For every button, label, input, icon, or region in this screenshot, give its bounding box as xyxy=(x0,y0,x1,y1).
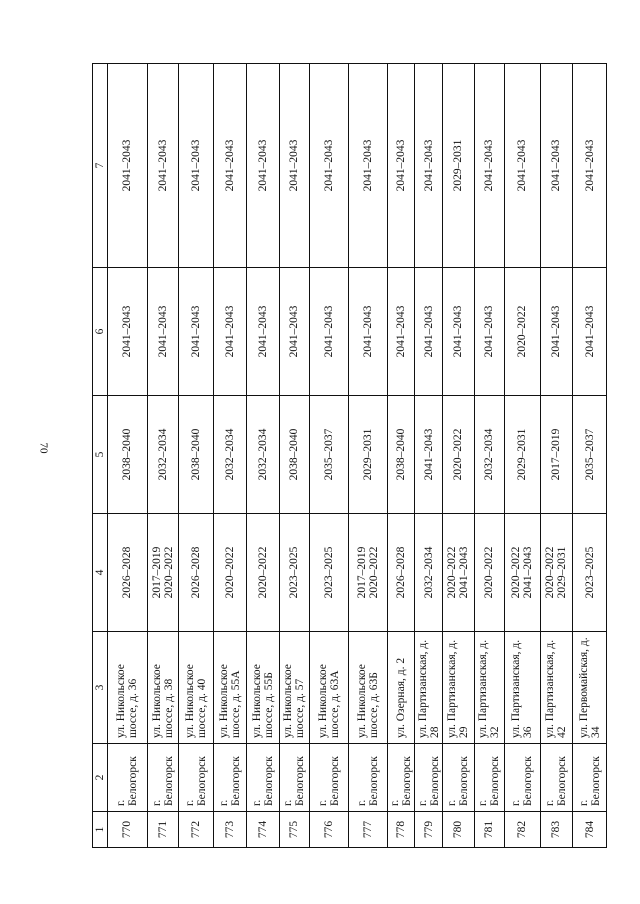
row-number-cell: 773 xyxy=(213,812,247,848)
period-5-cell: 2038–2040 xyxy=(179,396,214,514)
header-cell: 2 xyxy=(93,744,108,812)
address-cell: ул. Партизанская, д. 42 xyxy=(540,632,573,744)
table-row xyxy=(349,64,388,848)
table-row xyxy=(108,64,148,848)
period-6-cell: 2041–2043 xyxy=(442,268,474,396)
period-5-cell: 2035–2037 xyxy=(309,396,349,514)
period-4-line: 2026–2028 xyxy=(190,546,203,599)
period-5-cell: 2032–2034 xyxy=(474,396,505,514)
city-cell: г. Белогорск xyxy=(280,744,310,812)
period-5-cell: 2038–2040 xyxy=(108,396,148,514)
period-4-cell xyxy=(247,514,280,632)
period-6-cell: 2020–2022 xyxy=(505,268,541,396)
period-6-cell: 2041–2043 xyxy=(349,268,388,396)
table-row xyxy=(540,64,573,848)
row-number-cell: 772 xyxy=(179,812,214,848)
address-cell: ул. Озерная, д. 2 xyxy=(387,632,414,744)
header-cell: 4 xyxy=(93,514,108,632)
page-number: 70 xyxy=(37,442,50,454)
period-7-cell: 2041–2043 xyxy=(387,64,414,268)
period-4-line: 2023–2025 xyxy=(288,546,301,599)
city-cell: г. Белогорск xyxy=(147,744,179,812)
table-row xyxy=(505,64,541,848)
address-cell: ул. Партизанская, д. 28 xyxy=(415,632,442,744)
period-4-line: 2026–2028 xyxy=(395,546,408,599)
period-4-cell xyxy=(387,514,414,632)
period-5-cell: 2038–2040 xyxy=(387,396,414,514)
period-6-cell: 2041–2043 xyxy=(573,268,607,396)
period-7-cell: 2041–2043 xyxy=(349,64,388,268)
address-cell: ул. Никольское шоссе, д. 57 xyxy=(280,632,310,744)
period-4-line: 2020–2022 xyxy=(257,546,270,599)
period-4-line: 2020–2022 xyxy=(483,546,496,599)
row-number-cell: 771 xyxy=(147,812,179,848)
city-cell: г. Белогорск xyxy=(474,744,505,812)
header-cell: 3 xyxy=(93,632,108,744)
period-4-cell xyxy=(349,514,388,632)
period-6-cell: 2041–2043 xyxy=(387,268,414,396)
period-7-cell: 2041–2043 xyxy=(147,64,179,268)
row-number-cell: 774 xyxy=(247,812,280,848)
period-4-line: 2017–2019 xyxy=(150,546,163,599)
period-5-cell: 2017–2019 xyxy=(540,396,573,514)
period-4-cell xyxy=(415,514,442,632)
city-cell: г. Белогорск xyxy=(247,744,280,812)
address-cell: ул. Никольское шоссе, д. 55А xyxy=(213,632,247,744)
period-4-cell xyxy=(280,514,310,632)
header-cell: 7 xyxy=(93,64,108,268)
period-4-line: 2020–2022 xyxy=(510,546,523,599)
period-7-cell: 2029–2031 xyxy=(442,64,474,268)
period-4-line: 2017–2019 xyxy=(356,546,369,599)
period-7-cell: 2041–2043 xyxy=(280,64,310,268)
period-5-cell: 2032–2034 xyxy=(213,396,247,514)
period-7-cell: 2041–2043 xyxy=(415,64,442,268)
period-4-line: 2032–2034 xyxy=(422,546,435,599)
table-row xyxy=(147,64,179,848)
period-4-line: 2020–2022 xyxy=(368,546,381,599)
rotated-table-container xyxy=(92,64,607,848)
header-cell: 1 xyxy=(93,812,108,848)
period-5-cell: 2032–2034 xyxy=(147,396,179,514)
row-number-cell: 770 xyxy=(108,812,148,848)
address-cell: ул. Никольское шоссе, д. 38 xyxy=(147,632,179,744)
table-row xyxy=(387,64,414,848)
table-row xyxy=(573,64,607,848)
address-cell: ул. Партизанская, д. 32 xyxy=(474,632,505,744)
period-6-cell: 2041–2043 xyxy=(415,268,442,396)
period-4-line: 2026–2028 xyxy=(121,546,134,599)
period-6-cell: 2041–2043 xyxy=(147,268,179,396)
period-6-cell: 2041–2043 xyxy=(213,268,247,396)
address-cell: ул. Никольское шоссе, д. 36 xyxy=(108,632,148,744)
table-row xyxy=(474,64,505,848)
period-6-cell: 2041–2043 xyxy=(108,268,148,396)
period-4-cell xyxy=(213,514,247,632)
city-cell: г. Белогорск xyxy=(415,744,442,812)
city-cell: г. Белогорск xyxy=(540,744,573,812)
period-4-line: 2023–2025 xyxy=(322,546,335,599)
period-4-line: 2020–2022 xyxy=(224,546,237,599)
city-cell: г. Белогорск xyxy=(349,744,388,812)
table-row xyxy=(415,64,442,848)
row-number-cell: 782 xyxy=(505,812,541,848)
period-7-cell: 2041–2043 xyxy=(573,64,607,268)
header-cell: 5 xyxy=(93,396,108,514)
address-cell: ул. Никольское шоссе, д. 40 xyxy=(179,632,214,744)
period-5-cell: 2020–2022 xyxy=(442,396,474,514)
row-number-cell: 781 xyxy=(474,812,505,848)
period-7-cell: 2041–2043 xyxy=(540,64,573,268)
schedule-table xyxy=(92,63,607,848)
row-number-cell: 784 xyxy=(573,812,607,848)
city-cell: г. Белогорск xyxy=(573,744,607,812)
row-number-cell: 779 xyxy=(415,812,442,848)
header-cell: 6 xyxy=(93,268,108,396)
period-5-cell: 2041–2043 xyxy=(415,396,442,514)
address-cell: ул. Никольское шоссе, д. 63А xyxy=(309,632,349,744)
period-5-cell: 2032–2034 xyxy=(247,396,280,514)
period-4-cell xyxy=(108,514,148,632)
period-6-cell: 2041–2043 xyxy=(540,268,573,396)
table-row xyxy=(309,64,349,848)
period-4-cell xyxy=(474,514,505,632)
address-cell: ул. Первомайская, д. 34 xyxy=(573,632,607,744)
period-7-cell: 2041–2043 xyxy=(309,64,349,268)
period-6-cell: 2041–2043 xyxy=(309,268,349,396)
period-4-cell xyxy=(540,514,573,632)
period-7-cell: 2041–2043 xyxy=(179,64,214,268)
period-6-cell: 2041–2043 xyxy=(247,268,280,396)
period-5-cell: 2029–2031 xyxy=(505,396,541,514)
period-7-cell: 2041–2043 xyxy=(247,64,280,268)
city-cell: г. Белогорск xyxy=(442,744,474,812)
city-cell: г. Белогорск xyxy=(213,744,247,812)
period-4-line: 2041–2043 xyxy=(458,546,471,599)
address-cell: ул. Никольское шоссе, д. 55Б xyxy=(247,632,280,744)
table-row xyxy=(213,64,247,848)
table-row xyxy=(247,64,280,848)
address-cell: ул. Никольское шоссе, д. 63Б xyxy=(349,632,388,744)
header-row xyxy=(93,64,108,848)
row-number-cell: 777 xyxy=(349,812,388,848)
period-7-cell: 2041–2043 xyxy=(213,64,247,268)
period-4-cell xyxy=(442,514,474,632)
city-cell: г. Белогорск xyxy=(387,744,414,812)
period-7-cell: 2041–2043 xyxy=(505,64,541,268)
table-row xyxy=(442,64,474,848)
city-cell: г. Белогорск xyxy=(505,744,541,812)
row-number-cell: 778 xyxy=(387,812,414,848)
city-cell: г. Белогорск xyxy=(108,744,148,812)
period-5-cell: 2029–2031 xyxy=(349,396,388,514)
period-4-line: 2041–2043 xyxy=(522,546,535,599)
period-4-cell xyxy=(179,514,214,632)
row-number-cell: 783 xyxy=(540,812,573,848)
address-cell: ул. Партизанская, д. 36 xyxy=(505,632,541,744)
row-number-cell: 776 xyxy=(309,812,349,848)
period-4-line: 2020–2022 xyxy=(544,546,557,599)
city-cell: г. Белогорск xyxy=(179,744,214,812)
period-5-cell: 2038–2040 xyxy=(280,396,310,514)
city-cell: г. Белогорск xyxy=(309,744,349,812)
period-7-cell: 2041–2043 xyxy=(108,64,148,268)
table-row xyxy=(179,64,214,848)
period-6-cell: 2041–2043 xyxy=(179,268,214,396)
row-number-cell: 775 xyxy=(280,812,310,848)
period-4-cell xyxy=(573,514,607,632)
table-row xyxy=(280,64,310,848)
period-6-cell: 2041–2043 xyxy=(474,268,505,396)
period-4-cell xyxy=(147,514,179,632)
period-4-line: 2020–2022 xyxy=(446,546,459,599)
row-number-cell: 780 xyxy=(442,812,474,848)
period-4-line: 2029–2031 xyxy=(556,546,569,599)
period-5-cell: 2035–2037 xyxy=(573,396,607,514)
period-4-cell xyxy=(505,514,541,632)
address-cell: ул. Партизанская, д. 29 xyxy=(442,632,474,744)
period-4-line: 2020–2022 xyxy=(162,546,175,599)
period-7-cell: 2041–2043 xyxy=(474,64,505,268)
period-4-line: 2023–2025 xyxy=(583,546,596,599)
period-6-cell: 2041–2043 xyxy=(280,268,310,396)
period-4-cell xyxy=(309,514,349,632)
